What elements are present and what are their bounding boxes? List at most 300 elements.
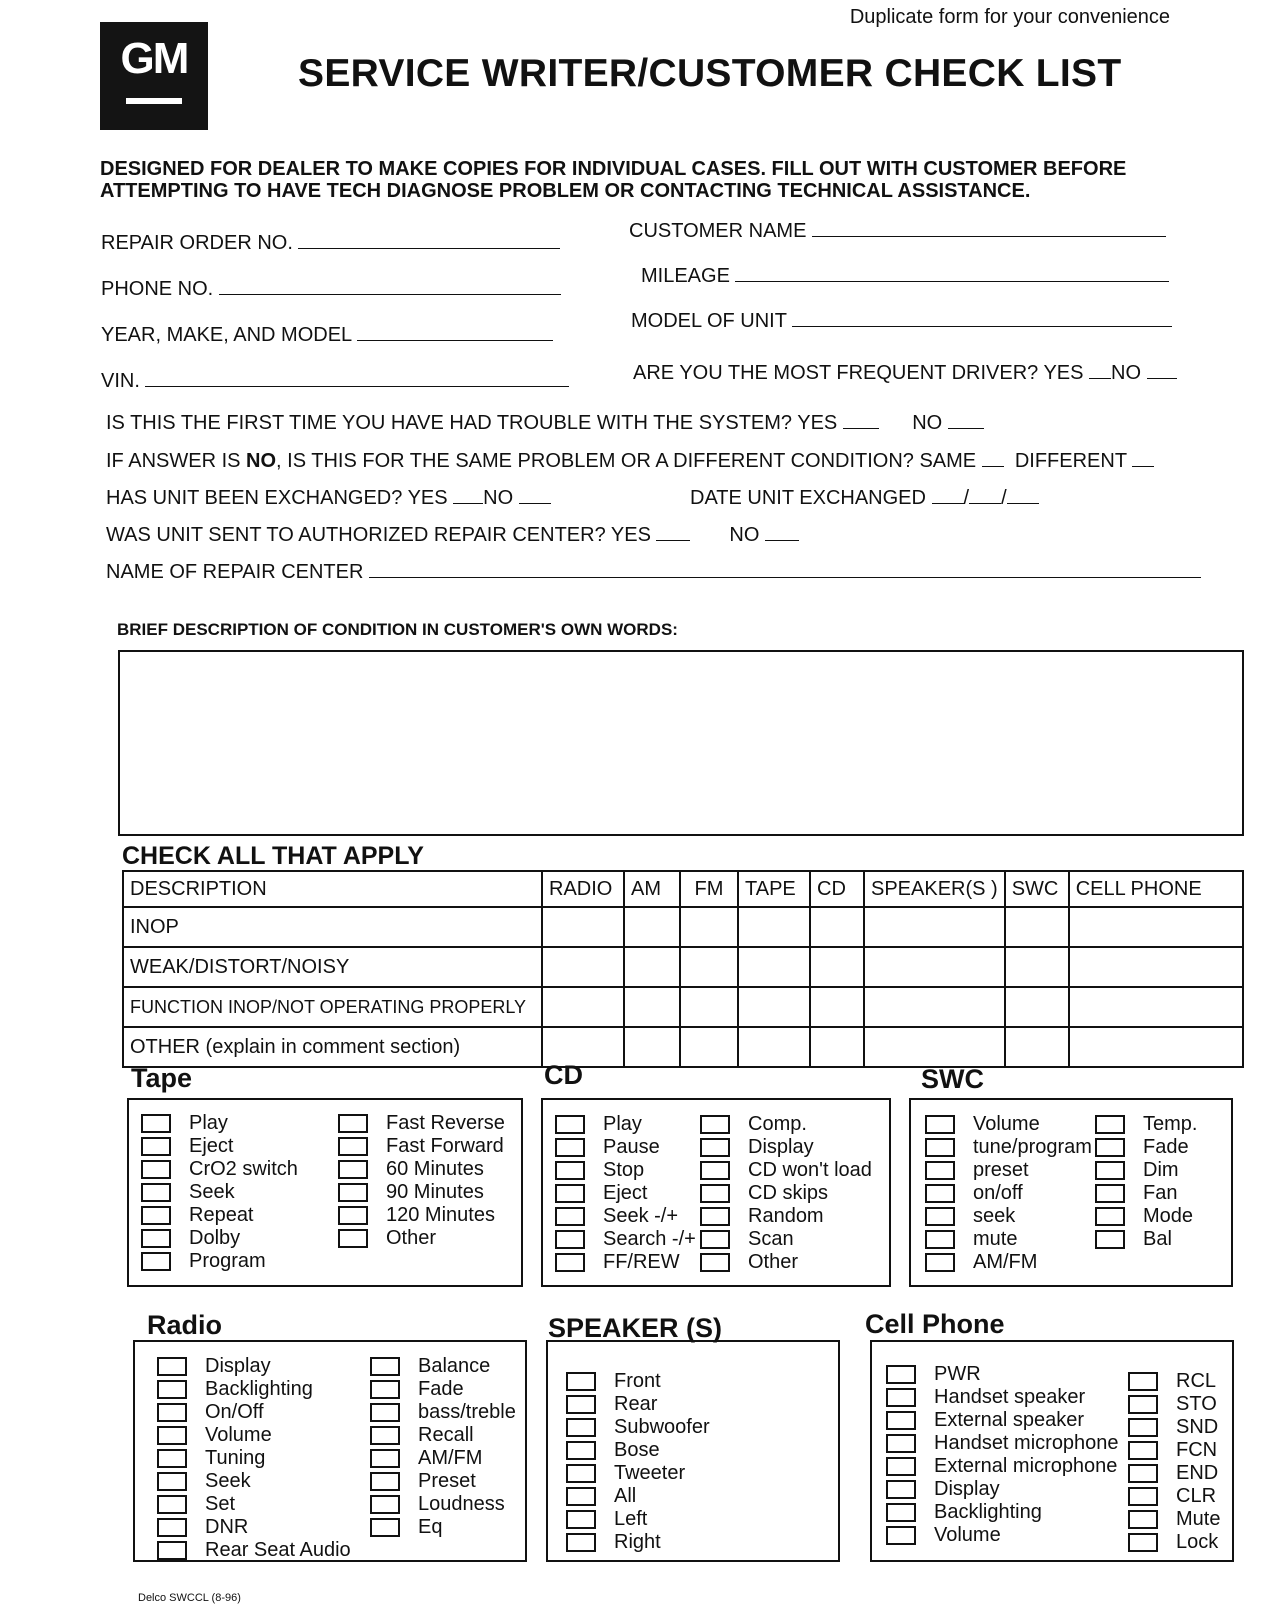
checkbox[interactable]: [338, 1206, 368, 1225]
checkbox-item[interactable]: [1095, 1113, 1197, 1136]
checkbox[interactable]: [555, 1161, 585, 1180]
checkbox[interactable]: [700, 1230, 730, 1249]
checkbox-item[interactable]: [700, 1182, 872, 1205]
table-header-row: [123, 871, 1243, 907]
check-cell[interactable]: [738, 907, 810, 947]
checkbox-item[interactable]: [141, 1227, 298, 1250]
checkbox-item[interactable]: [886, 1386, 1119, 1409]
row-label: WEAK/DISTORT/NOISY: [123, 947, 542, 987]
checkbox-label: Pause: [603, 1136, 660, 1158]
checkbox-label: Display: [205, 1355, 271, 1377]
if-answer-text-b: , IS THIS FOR THE SAME PROBLEM OR A DIFFERENT CONDITION? SAME: [276, 450, 977, 472]
checkbox[interactable]: [1095, 1184, 1125, 1203]
cd-section-title: CD: [544, 1060, 583, 1090]
checkbox[interactable]: [555, 1207, 585, 1226]
checkbox-label: seek: [973, 1205, 1016, 1227]
checkbox-label: External speaker: [934, 1409, 1085, 1431]
checkbox[interactable]: [1128, 1510, 1158, 1529]
checkbox-item[interactable]: [338, 1204, 505, 1227]
checkbox-item[interactable]: [700, 1113, 872, 1136]
checkbox-item[interactable]: [555, 1113, 696, 1136]
checkbox-label: Mute: [1176, 1508, 1221, 1530]
checkbox[interactable]: [566, 1395, 596, 1414]
check-cell[interactable]: [1005, 1027, 1069, 1067]
checkbox-item[interactable]: [886, 1524, 1119, 1547]
checkbox[interactable]: [370, 1472, 400, 1491]
checkbox[interactable]: [566, 1418, 596, 1437]
vin-field[interactable]: [101, 370, 569, 393]
checkbox[interactable]: [1095, 1161, 1125, 1180]
checkbox-label: Recall: [418, 1424, 474, 1446]
checkbox-label: Bose: [614, 1439, 660, 1461]
checkbox-label: Volume: [973, 1113, 1040, 1135]
checkbox-item[interactable]: [925, 1251, 1092, 1274]
checkbox-item[interactable]: [886, 1409, 1119, 1432]
checkbox[interactable]: [141, 1114, 171, 1133]
checkbox-item[interactable]: [700, 1136, 872, 1159]
checkbox-label: CrO2 switch: [189, 1158, 298, 1180]
checkbox-item[interactable]: [886, 1455, 1119, 1478]
exchanged-label: HAS UNIT BEEN EXCHANGED? YES: [106, 487, 448, 509]
checkbox-label: Balance: [418, 1355, 491, 1377]
checkbox-item[interactable]: [566, 1439, 710, 1462]
checkbox[interactable]: [157, 1495, 187, 1514]
checkbox[interactable]: [141, 1229, 171, 1248]
check-cell[interactable]: [624, 947, 680, 987]
check-cell[interactable]: [810, 947, 864, 987]
checkbox-item[interactable]: [1128, 1416, 1220, 1439]
checkbox-label: Tweeter: [614, 1462, 686, 1484]
checkbox-label: Fast Reverse: [386, 1112, 505, 1134]
checkbox-label: Rear Seat Audio: [205, 1539, 351, 1561]
checkbox[interactable]: [886, 1457, 916, 1476]
checkbox[interactable]: [157, 1380, 187, 1399]
checkbox-item[interactable]: [566, 1508, 710, 1531]
col-swc: SWC: [1005, 871, 1069, 907]
checkbox[interactable]: [700, 1115, 730, 1134]
check-cell[interactable]: [1005, 947, 1069, 987]
checkbox[interactable]: [338, 1160, 368, 1179]
checkbox-item[interactable]: [555, 1251, 696, 1274]
checkbox[interactable]: [370, 1403, 400, 1422]
sent-to-repair-question[interactable]: [106, 524, 799, 547]
checkbox-item[interactable]: [157, 1424, 351, 1447]
check-cell[interactable]: [738, 1027, 810, 1067]
checkbox-label: AM/FM: [973, 1251, 1038, 1273]
form-code: Delco SWCCL (8-96): [138, 1592, 241, 1604]
checkbox-item[interactable]: [566, 1370, 710, 1393]
checkbox-item[interactable]: [157, 1355, 351, 1378]
checkbox[interactable]: [157, 1357, 187, 1376]
checkbox-item[interactable]: [566, 1531, 710, 1554]
checkbox[interactable]: [141, 1206, 171, 1225]
checkbox[interactable]: [370, 1495, 400, 1514]
checkbox-item[interactable]: [555, 1182, 696, 1205]
checkbox[interactable]: [1095, 1230, 1125, 1249]
checkbox-label: Seek: [205, 1470, 251, 1492]
checkbox-item[interactable]: [1128, 1508, 1220, 1531]
checkbox[interactable]: [370, 1380, 400, 1399]
vin-label: VIN.: [101, 370, 140, 392]
checkbox-label: Fade: [1143, 1136, 1189, 1158]
check-cell[interactable]: [1069, 907, 1243, 947]
checkbox[interactable]: [700, 1184, 730, 1203]
table-row: [123, 947, 1243, 987]
checkbox-label: Left: [614, 1508, 648, 1530]
checkbox-item[interactable]: [338, 1227, 505, 1250]
col-fm: FM: [680, 871, 738, 907]
checkbox[interactable]: [1128, 1441, 1158, 1460]
checkbox[interactable]: [886, 1434, 916, 1453]
checkbox[interactable]: [1128, 1418, 1158, 1437]
checkbox[interactable]: [141, 1137, 171, 1156]
checkbox-item[interactable]: [1095, 1228, 1197, 1251]
checkbox-item[interactable]: [566, 1416, 710, 1439]
checkbox[interactable]: [141, 1252, 171, 1271]
checkbox-label: Tuning: [205, 1447, 266, 1469]
checkbox-item[interactable]: [157, 1516, 351, 1539]
check-cell[interactable]: [864, 987, 1005, 1027]
checkbox-item[interactable]: [1095, 1136, 1197, 1159]
check-cell[interactable]: [1069, 947, 1243, 987]
checkbox[interactable]: [157, 1518, 187, 1537]
check-all-table: [122, 870, 1244, 1068]
radio-section-title: Radio: [147, 1310, 223, 1340]
checkbox-label: 120 Minutes: [386, 1204, 495, 1226]
checkbox[interactable]: [157, 1426, 187, 1445]
checkbox-item[interactable]: [555, 1159, 696, 1182]
checkbox-label: Eq: [418, 1516, 443, 1538]
checkbox-item[interactable]: [886, 1363, 1119, 1386]
checkbox-label: Volume: [934, 1524, 1001, 1546]
checkbox-item[interactable]: [555, 1136, 696, 1159]
checkbox[interactable]: [555, 1253, 585, 1272]
checkbox[interactable]: [1128, 1487, 1158, 1506]
check-cell[interactable]: [680, 947, 738, 987]
checkbox-item[interactable]: [141, 1250, 298, 1273]
checkbox-label: PWR: [934, 1363, 981, 1385]
checkbox[interactable]: [338, 1229, 368, 1248]
checkbox-item[interactable]: [338, 1135, 505, 1158]
checkbox-label: Backlighting: [934, 1501, 1042, 1523]
check-cell[interactable]: [1005, 987, 1069, 1027]
checkbox-item[interactable]: [338, 1158, 505, 1181]
checkbox-item[interactable]: [555, 1205, 696, 1228]
exchanged-no: NO: [483, 487, 514, 509]
checkbox-item[interactable]: [886, 1432, 1119, 1455]
checkbox[interactable]: [555, 1184, 585, 1203]
checkbox-item[interactable]: [370, 1516, 516, 1539]
checkbox-item[interactable]: [1095, 1182, 1197, 1205]
checkbox-label: CD won't load: [748, 1159, 872, 1181]
checkbox-item[interactable]: [157, 1401, 351, 1424]
row-label: FUNCTION INOP/NOT OPERATING PROPERLY: [123, 987, 542, 1027]
checkbox-item[interactable]: [566, 1393, 710, 1416]
check-cell[interactable]: [624, 987, 680, 1027]
check-cell[interactable]: [738, 987, 810, 1027]
checkbox[interactable]: [555, 1230, 585, 1249]
checkbox-item[interactable]: [370, 1424, 516, 1447]
checkbox[interactable]: [566, 1487, 596, 1506]
col-speakers: SPEAKER(S ): [864, 871, 1005, 907]
checkbox[interactable]: [925, 1207, 955, 1226]
checkbox-item[interactable]: [370, 1470, 516, 1493]
check-cell[interactable]: [542, 907, 624, 947]
checkbox-item[interactable]: [925, 1113, 1092, 1136]
checkbox-item[interactable]: [1128, 1370, 1220, 1393]
checkbox-item[interactable]: [157, 1447, 351, 1470]
check-cell[interactable]: [864, 907, 1005, 947]
checkbox-item[interactable]: [338, 1112, 505, 1135]
checkbox[interactable]: [925, 1138, 955, 1157]
checkbox-item[interactable]: [1128, 1485, 1220, 1508]
checkbox[interactable]: [1128, 1533, 1158, 1552]
checkbox-item[interactable]: [925, 1228, 1092, 1251]
customer-name-field[interactable]: [629, 220, 1166, 243]
check-cell[interactable]: [542, 947, 624, 987]
description-box[interactable]: [118, 650, 1244, 836]
col-tape: TAPE: [738, 871, 810, 907]
check-cell[interactable]: [680, 1027, 738, 1067]
checkbox-label: on/off: [973, 1182, 1023, 1204]
checkbox[interactable]: [157, 1403, 187, 1422]
customer-name-label: CUSTOMER NAME: [629, 220, 807, 242]
checkbox-label: DNR: [205, 1516, 249, 1538]
model-of-unit-field[interactable]: [631, 310, 1172, 333]
checkbox[interactable]: [886, 1388, 916, 1407]
year-make-model-field[interactable]: [101, 324, 553, 347]
checkbox[interactable]: [566, 1441, 596, 1460]
checkbox[interactable]: [886, 1411, 916, 1430]
frequent-driver-field[interactable]: [633, 362, 1177, 385]
checkbox-item[interactable]: [370, 1493, 516, 1516]
mileage-field[interactable]: [641, 265, 1169, 288]
checkbox[interactable]: [1095, 1207, 1125, 1226]
checkbox-item[interactable]: [141, 1158, 298, 1181]
checkbox-label: SND: [1176, 1416, 1219, 1438]
cell-phone-section-title: Cell Phone: [865, 1309, 1005, 1339]
date-exchanged-field[interactable]: DATE UNIT EXCHANGED / /: [690, 487, 1039, 510]
checkbox-item[interactable]: [925, 1136, 1092, 1159]
checkbox-label: RCL: [1176, 1370, 1217, 1392]
different-label: DIFFERENT: [1014, 450, 1127, 472]
checkbox-label: CD skips: [748, 1182, 829, 1204]
speaker-section-title: SPEAKER (S): [548, 1313, 723, 1343]
checkbox-label: Handset speaker: [934, 1386, 1086, 1408]
checkbox-item[interactable]: [1128, 1462, 1220, 1485]
checkbox[interactable]: [925, 1161, 955, 1180]
checkbox[interactable]: [1128, 1372, 1158, 1391]
checkbox[interactable]: [886, 1480, 916, 1499]
checkbox-item[interactable]: [338, 1181, 505, 1204]
checkbox-item[interactable]: [700, 1159, 872, 1182]
check-cell[interactable]: [680, 987, 738, 1027]
checkbox-item[interactable]: [1128, 1531, 1220, 1554]
checkbox[interactable]: [1095, 1115, 1125, 1134]
checkbox-label: Lock: [1176, 1531, 1219, 1553]
checkbox-item[interactable]: [157, 1378, 351, 1401]
check-cell[interactable]: [810, 907, 864, 947]
checkbox-label: Fast Forward: [386, 1135, 504, 1157]
checkbox[interactable]: [886, 1503, 916, 1522]
checkbox[interactable]: [700, 1207, 730, 1226]
checkbox-label: STO: [1176, 1393, 1217, 1415]
checkbox-label: Play: [189, 1112, 228, 1134]
checkbox[interactable]: [157, 1449, 187, 1468]
checkbox-label: Loudness: [418, 1493, 505, 1515]
check-cell[interactable]: [680, 907, 738, 947]
check-cell[interactable]: [1005, 907, 1069, 947]
checkbox-label: tune/program: [973, 1136, 1092, 1158]
checkbox[interactable]: [338, 1137, 368, 1156]
checkbox[interactable]: [700, 1253, 730, 1272]
checkbox-label: preset: [973, 1159, 1029, 1181]
checkbox[interactable]: [886, 1526, 916, 1545]
checkbox[interactable]: [555, 1138, 585, 1157]
checkbox-label: CLR: [1176, 1485, 1217, 1507]
checkbox[interactable]: [555, 1115, 585, 1134]
same-or-different-question[interactable]: [106, 450, 1154, 473]
checkbox-label: FF/REW: [603, 1251, 680, 1273]
checkbox[interactable]: [370, 1518, 400, 1537]
check-cell[interactable]: [1069, 987, 1243, 1027]
row-label: OTHER (explain in comment section): [123, 1027, 542, 1067]
checkbox[interactable]: [925, 1184, 955, 1203]
frequent-driver-label: ARE YOU THE MOST FREQUENT DRIVER? YES: [633, 362, 1084, 384]
check-cell[interactable]: [542, 987, 624, 1027]
first-time-no: NO: [912, 412, 943, 434]
checkbox-item[interactable]: [1095, 1205, 1197, 1228]
repair-order-label: REPAIR ORDER NO.: [101, 232, 293, 254]
repair-center-field[interactable]: [106, 561, 1201, 584]
checkbox-item[interactable]: [886, 1501, 1119, 1524]
checkbox-item[interactable]: [700, 1205, 872, 1228]
checkbox[interactable]: [157, 1472, 187, 1491]
checkbox-item[interactable]: [700, 1228, 872, 1251]
col-cell-phone: CELL PHONE: [1069, 871, 1243, 907]
checkbox-label: All: [614, 1485, 637, 1507]
checkbox-item[interactable]: [370, 1378, 516, 1401]
first-time-question[interactable]: [106, 412, 984, 435]
form-intro: [100, 158, 1220, 202]
checkbox-item[interactable]: [925, 1205, 1092, 1228]
checkbox-label: Backlighting: [205, 1378, 313, 1400]
check-all-title: CHECK ALL THAT APPLY: [122, 842, 424, 870]
checkbox-label: Play: [603, 1113, 642, 1135]
checkbox[interactable]: [566, 1464, 596, 1483]
checkbox[interactable]: [370, 1449, 400, 1468]
checkbox-item[interactable]: [925, 1182, 1092, 1205]
checkbox[interactable]: [141, 1160, 171, 1179]
check-cell[interactable]: [738, 947, 810, 987]
checkbox[interactable]: [338, 1114, 368, 1133]
checkbox-item[interactable]: [157, 1493, 351, 1516]
checkbox-label: Other: [386, 1227, 437, 1249]
checkbox-item[interactable]: [1128, 1393, 1220, 1416]
checkbox[interactable]: [1128, 1464, 1158, 1483]
checkbox-item[interactable]: [1095, 1159, 1197, 1182]
checkbox-label: bass/treble: [418, 1401, 516, 1423]
checkbox[interactable]: [1095, 1138, 1125, 1157]
checkbox-item[interactable]: [1128, 1439, 1220, 1462]
checkbox-item[interactable]: [141, 1181, 298, 1204]
checkbox-label: Display: [748, 1136, 814, 1158]
checkbox[interactable]: [925, 1253, 955, 1272]
checkbox-label: 90 Minutes: [386, 1181, 484, 1203]
checkbox-item[interactable]: [700, 1251, 872, 1274]
repair-order-field[interactable]: [101, 232, 560, 255]
check-cell[interactable]: [624, 907, 680, 947]
radio-col2: [370, 1355, 516, 1539]
tape-section-title: Tape: [131, 1063, 193, 1093]
checkbox[interactable]: [700, 1138, 730, 1157]
checkbox-item[interactable]: [141, 1204, 298, 1227]
checkbox[interactable]: [925, 1230, 955, 1249]
checkbox-item[interactable]: [370, 1401, 516, 1424]
checkbox-item[interactable]: [157, 1539, 351, 1562]
exchanged-question[interactable]: [106, 487, 551, 510]
check-cell[interactable]: [624, 1027, 680, 1067]
checkbox[interactable]: [925, 1115, 955, 1134]
checkbox-label: Set: [205, 1493, 236, 1515]
checkbox-label: AM/FM: [418, 1447, 483, 1469]
col-cd: CD: [810, 871, 864, 907]
cell-col1: [886, 1363, 1119, 1547]
checkbox[interactable]: [338, 1183, 368, 1202]
checkbox-label: Search -/+: [603, 1228, 696, 1250]
description-label: BRIEF DESCRIPTION OF CONDITION IN CUSTOMER'S OWN WORDS:: [117, 620, 678, 639]
checkbox-item[interactable]: [141, 1135, 298, 1158]
phone-label: PHONE NO.: [101, 278, 214, 300]
table-row: [123, 1027, 1243, 1067]
checkbox[interactable]: [566, 1510, 596, 1529]
checkbox-item[interactable]: [566, 1462, 710, 1485]
checkbox[interactable]: [1128, 1395, 1158, 1414]
phone-field[interactable]: [101, 278, 561, 301]
checkbox-item[interactable]: [370, 1355, 516, 1378]
checkbox[interactable]: [700, 1161, 730, 1180]
checkbox-label: END: [1176, 1462, 1219, 1484]
checkbox-item[interactable]: [157, 1470, 351, 1493]
checkbox-item[interactable]: [925, 1159, 1092, 1182]
checkbox-item[interactable]: [886, 1478, 1119, 1501]
checkbox-label: Eject: [603, 1182, 648, 1204]
checkbox-label: Preset: [418, 1470, 476, 1492]
check-cell[interactable]: [810, 1027, 864, 1067]
checkbox-item[interactable]: [566, 1485, 710, 1508]
check-cell[interactable]: [1069, 1027, 1243, 1067]
checkbox[interactable]: [370, 1357, 400, 1376]
frequent-driver-no: NO: [1111, 362, 1142, 384]
checkbox-item[interactable]: [370, 1447, 516, 1470]
checkbox[interactable]: [157, 1541, 187, 1560]
checkbox-label: On/Off: [205, 1401, 264, 1423]
checkbox-label: Right: [614, 1531, 661, 1553]
checkbox[interactable]: [141, 1183, 171, 1202]
checkbox[interactable]: [370, 1426, 400, 1445]
check-cell[interactable]: [810, 987, 864, 1027]
checkbox[interactable]: [566, 1372, 596, 1391]
checkbox-label: Dim: [1143, 1159, 1179, 1181]
checkbox[interactable]: [886, 1365, 916, 1384]
checkbox-label: Eject: [189, 1135, 234, 1157]
checkbox[interactable]: [566, 1533, 596, 1552]
checkbox-item[interactable]: [555, 1228, 696, 1251]
checkbox-item[interactable]: [141, 1112, 298, 1135]
check-cell[interactable]: [864, 1027, 1005, 1067]
checkbox-label: Comp.: [748, 1113, 807, 1135]
check-cell[interactable]: [864, 947, 1005, 987]
